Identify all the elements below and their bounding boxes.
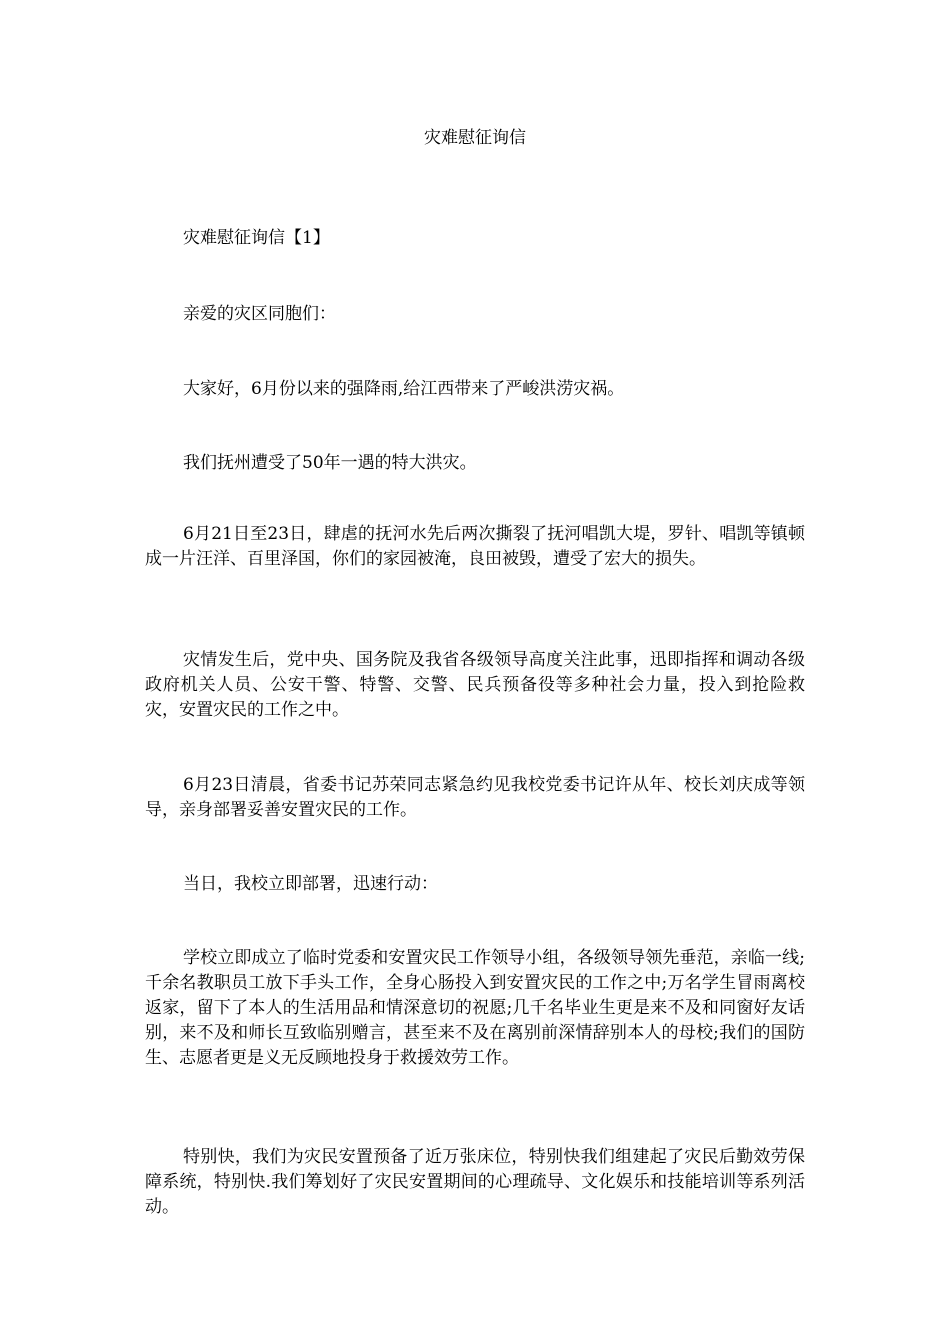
section-heading: 灾难慰征询信【1】 bbox=[183, 228, 330, 248]
salutation: 亲爱的灾区同胞们： bbox=[183, 304, 336, 324]
paragraph: 灾情发生后，党中央、国务院及我省各级领导高度关注此事，迅即指挥和调动各级政府机关人员、公安干警、特警、交警、民兵预备役等多种社会力量，投入到抢险救灾，安置灾民的工作之中。 bbox=[145, 650, 805, 720]
paragraph: 大家好，6月份以来的强降雨,给江西带来了严峻洪涝灾祸。 bbox=[183, 379, 625, 399]
paragraph: 学校立即成立了临时党委和安置灾民工作领导小组，各级领导领先垂范，亲临一线;千余名教职员工放下手头工作，全身心肠投入到安置灾民的工作之中;万名学生冒雨离校返家，留下了本人的生活用品和情深意切的祝愿;几千名毕业生更是来不及和同窗好友话别，来不及和师长互致临别赠言，甚至来不及在离别前深情辞别本人的母校;我们的国防生、志愿者更是义无反顾地投身于救援效劳工作。 bbox=[145, 948, 805, 1068]
paragraph: 我们抚州遭受了50年一遇的特大洪灾。 bbox=[183, 453, 477, 473]
paragraph: 6月21日至23日，肆虐的抚河水先后两次撕裂了抚河唱凯大堤，罗针、唱凯等镇顿成一片汪洋、百里泽国，你们的家园被淹，良田被毁，遭受了宏大的损失。 bbox=[145, 524, 805, 569]
document-title: 灾难慰征询信 bbox=[424, 128, 526, 148]
paragraph: 当日，我校立即部署，迅速行动： bbox=[183, 874, 438, 894]
paragraph: 6月23日清晨，省委书记苏荣同志紧急约见我校党委书记许从年、校长刘庆成等领导，亲身部署妥善安置灾民的工作。 bbox=[145, 775, 805, 820]
paragraph: 特别快，我们为灾民安置预备了近万张床位，特别快我们组建起了灾民后勤效劳保障系统，特别快.我们筹划好了灾民安置期间的心理疏导、文化娱乐和技能培训等系列活动。 bbox=[145, 1147, 805, 1217]
